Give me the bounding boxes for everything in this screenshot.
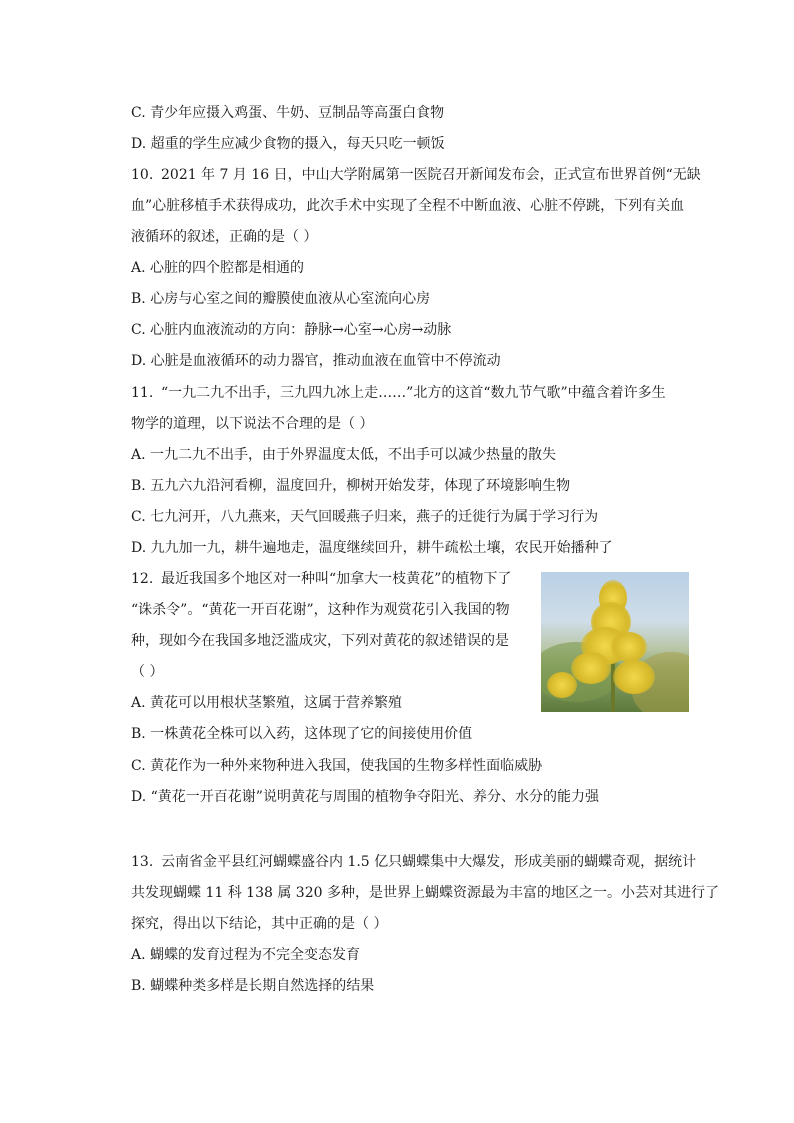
question-13-line-2: 共发现蝴蝶 11 科 138 属 320 多种，是世界上蝴蝶资源最为丰富的地区之一。小芸对其进行了 bbox=[131, 885, 719, 901]
option-12c: C. 黄花作为一种外来物种进入我国，使我国的生物多样性面临威胁 bbox=[131, 758, 543, 774]
question-11-text-1: “一九二九不出手，三九四九冰上走……”北方的这首“数九节气歌”中蕴含着许多生 bbox=[161, 385, 666, 401]
question-12-line-2: “诛杀令”。“黄花一开百花谢”，这种作为观赏花引入我国的物 bbox=[131, 602, 510, 618]
question-10-line-1 bbox=[131, 166, 701, 184]
option-13a: A. 蝴蝶的发育过程为不完全变态发育 bbox=[131, 947, 361, 963]
question-12-text-1: 最近我国多个地区对一种叫“加拿大一枝黄花”的植物下了 bbox=[161, 571, 512, 587]
question-13-line-1 bbox=[131, 853, 696, 871]
option-11a: A. 一九二九不出手，由于外界温度太低，不出手可以减少热量的散失 bbox=[131, 447, 557, 463]
question-10-line-3: 液循环的叙述，正确的是（ ） bbox=[131, 229, 318, 245]
goldenrod-photo bbox=[541, 572, 689, 712]
question-11-number: 11. bbox=[131, 385, 154, 401]
question-10-line-2: 血”心脏移植手术获得成功，此次手术中实现了全程不中断血液、心脏不停跳，下列有关血 bbox=[131, 198, 685, 214]
option-12a: A. 黄花可以用根状茎繁殖，这属于营养繁殖 bbox=[131, 695, 403, 711]
option-12b: B. 一株黄花全株可以入药，这体现了它的间接使用价值 bbox=[131, 726, 473, 742]
option-9d: D. 超重的学生应减少食物的摄入，每天只吃一顿饭 bbox=[131, 136, 445, 152]
question-13-text-1: 云南省金平县红河蝴蝶盛谷内 1.5 亿只蝴蝶集中大爆发，形成美丽的蝴蝶奇观，据统计 bbox=[161, 854, 697, 870]
question-11-line-2: 物学的道理，以下说法不合理的是（ ） bbox=[131, 416, 374, 432]
question-11-line-1 bbox=[131, 384, 666, 402]
option-13b: B. 蝴蝶种类多样是长期自然选择的结果 bbox=[131, 978, 375, 994]
option-10c: C. 心脏内血液流动的方向：静脉→心室→心房→动脉 bbox=[131, 322, 452, 338]
question-10-text-1: 2021 年 7 月 16 日，中山大学附属第一医院召开新闻发布会，正式宣布世界首例“无缺 bbox=[161, 167, 701, 183]
option-11d: D. 九九加一九，耕牛遍地走，温度继续回升，耕牛疏松土壤，农民开始播种了 bbox=[131, 540, 613, 556]
option-11b: B. 五九六九沿河看柳，温度回升，柳树开始发芽，体现了环境影响生物 bbox=[131, 478, 571, 494]
question-13-line-3: 探究，得出以下结论，其中正确的是（ ） bbox=[131, 916, 388, 932]
option-10d: D. 心脏是血液循环的动力器官，推动血液在血管中不停流动 bbox=[131, 353, 501, 369]
option-9c: C. 青少年应摄入鸡蛋、牛奶、豆制品等高蛋白食物 bbox=[131, 105, 445, 121]
question-12-line-3: 种，现如今在我国多地泛滥成灾，下列对黄花的叙述错误的是 bbox=[131, 633, 509, 649]
option-10a: A. 心脏的四个腔都是相通的 bbox=[131, 260, 305, 276]
question-12-line-1 bbox=[131, 570, 511, 588]
question-12-number: 12. bbox=[131, 571, 154, 587]
option-11c: C. 七九河开，八九燕来，天气回暖燕子归来，燕子的迁徙行为属于学习行为 bbox=[131, 509, 599, 525]
question-10-number: 10. bbox=[131, 167, 154, 183]
option-10b: B. 心房与心室之间的瓣膜使血液从心室流向心房 bbox=[131, 291, 431, 307]
question-12-line-4: （ ） bbox=[131, 664, 164, 680]
question-13-number: 13. bbox=[131, 854, 154, 870]
option-12d: D. “黄花一开百花谢”说明黄花与周围的植物争夺阳光、养分、水分的能力强 bbox=[131, 789, 599, 805]
